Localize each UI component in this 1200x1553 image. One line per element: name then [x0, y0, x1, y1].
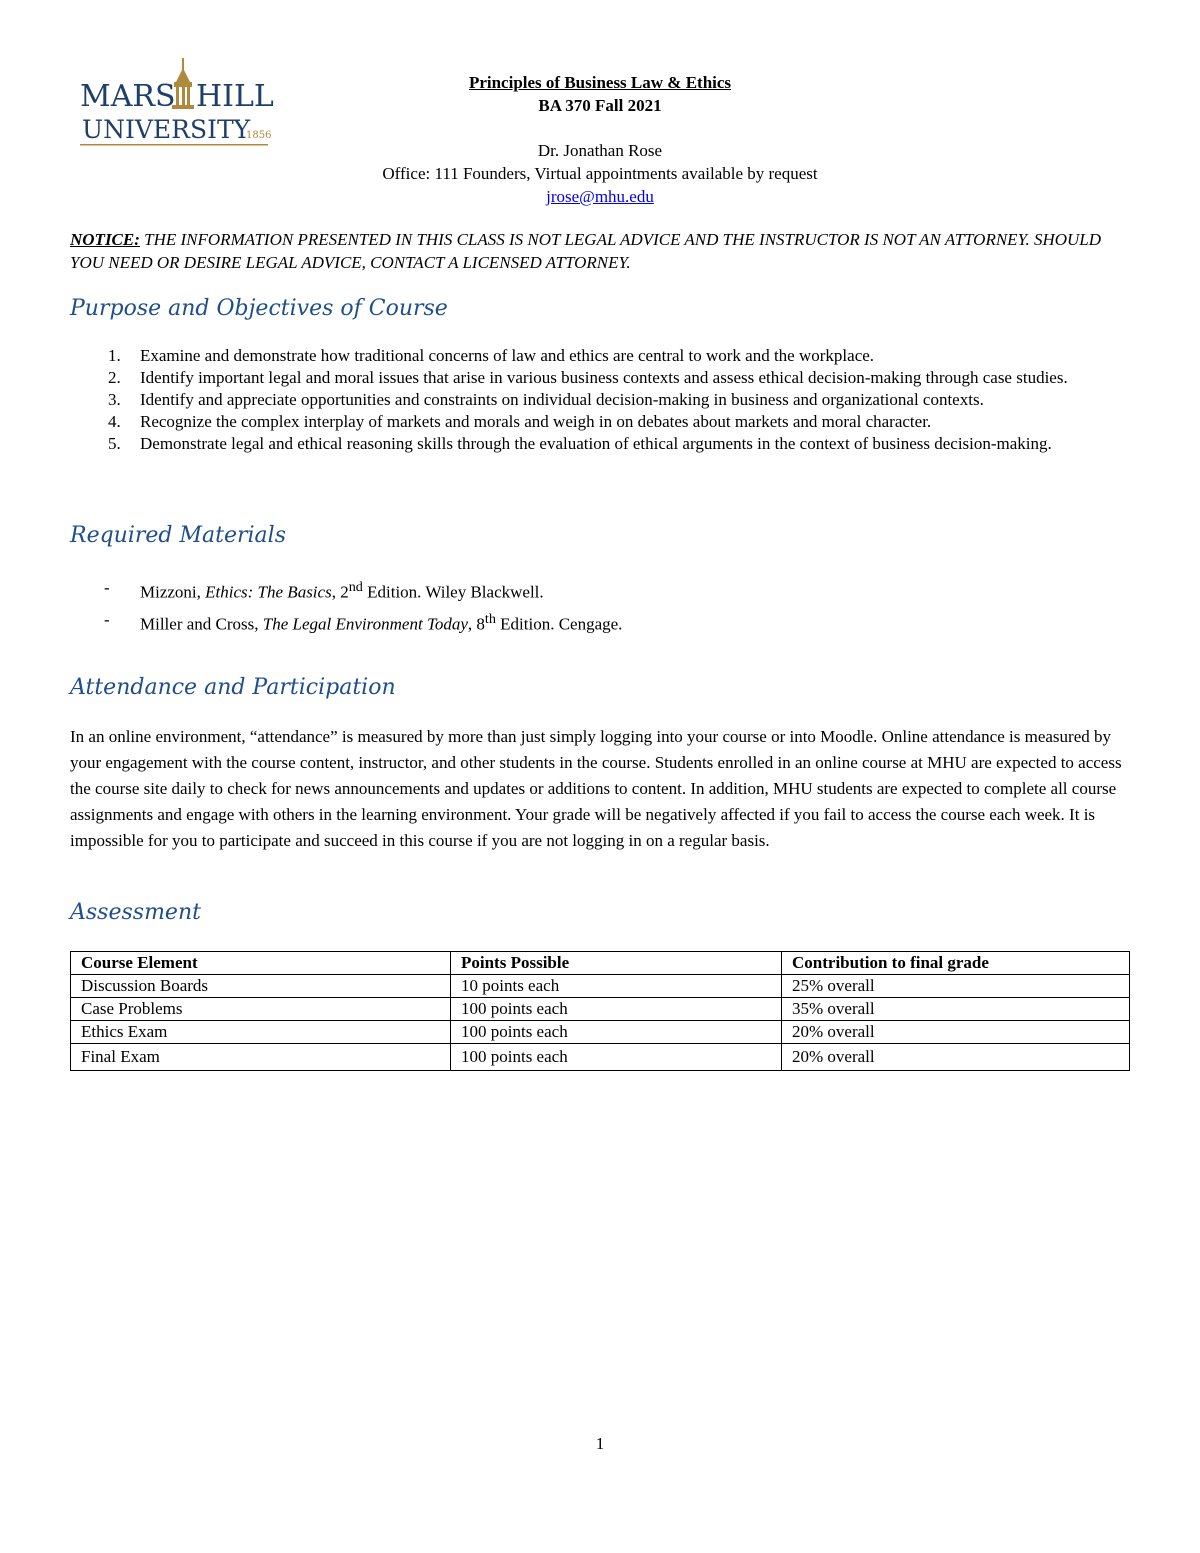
list-item: 2. Identify important legal and moral issues that arise in various business contexts and assess ethical decision-making through case studies. — [108, 368, 1068, 387]
list-item: 5. Demonstrate legal and ethical reasoning skills through the evaluation of ethical arguments in the context of business decision-making. — [108, 434, 1052, 453]
table-cell: Case Problems — [71, 998, 451, 1021]
table-cell: 100 points each — [451, 998, 782, 1021]
email-link[interactable]: jrose@mhu.edu — [546, 187, 654, 206]
university-logo — [78, 56, 274, 152]
table-row — [71, 975, 1130, 998]
svg-text:UNIVERSITY: UNIVERSITY — [82, 115, 251, 144]
instructor-name: Dr. Jonathan Rose — [537, 141, 663, 160]
table-cell: Final Exam — [71, 1044, 451, 1071]
svg-text:MARS: MARS — [80, 79, 176, 114]
table-row — [71, 1044, 1130, 1071]
page-number: 1 — [595, 1434, 605, 1453]
table-cell: 35% overall — [782, 998, 1130, 1021]
table-cell: Ethics Exam — [71, 1021, 451, 1044]
section-heading-assessment: Assessment — [70, 900, 201, 925]
notice-text: THE INFORMATION PRESENTED IN THIS CLASS IS NOT LEGAL ADVICE AND THE INSTRUCTOR IS NOT AN ATTORNEY. SHOULD YOU NEED OR DESIRE LEGAL ADVICE, CONTACT A LICENSED ATTORNEY. — [70, 230, 1102, 272]
section-heading-materials: Required Materials — [70, 523, 286, 548]
table-header-row — [71, 952, 1130, 975]
table-cell: 100 points each — [451, 1044, 782, 1071]
table-cell: 20% overall — [782, 1044, 1130, 1071]
table-row — [71, 1021, 1130, 1044]
table-header-cell: Points Possible — [451, 952, 782, 975]
svg-text:HILL: HILL — [196, 79, 274, 114]
list-item: - Miller and Cross, The Legal Environment Today, 8th Edition. Cengage. — [104, 609, 623, 634]
table-header-cell: Contribution to final grade — [782, 952, 1130, 975]
legal-notice — [70, 228, 1130, 274]
table-cell: Discussion Boards — [71, 975, 451, 998]
section-heading-purpose: Purpose and Objectives of Course — [70, 296, 448, 321]
course-code: BA 370 Fall 2021 — [538, 96, 662, 115]
course-title: Principles of Business Law & Ethics — [468, 73, 732, 92]
list-item: 4. Recognize the complex interplay of markets and morals and weigh in on debates about markets and moral character. — [108, 412, 932, 431]
table-row — [71, 998, 1130, 1021]
table-cell: 10 points each — [451, 975, 782, 998]
office-info: Office: 111 Founders, Virtual appointments available by request — [382, 164, 818, 183]
section-heading-attendance: Attendance and Participation — [70, 675, 396, 700]
course-header — [300, 71, 900, 117]
svg-text:1856: 1856 — [246, 130, 272, 141]
instructor-info — [300, 139, 900, 208]
table-cell: 100 points each — [451, 1021, 782, 1044]
objectives-list — [70, 345, 1130, 455]
table-cell: 25% overall — [782, 975, 1130, 998]
list-item: 1. Examine and demonstrate how traditional concerns of law and ethics are central to work and the workplace. — [108, 346, 875, 365]
list-item: 3. Identify and appreciate opportunities and constraints on individual decision-making in business and organizational contexts. — [108, 390, 984, 409]
assessment-table — [70, 951, 1130, 1071]
table-header-cell: Course Element — [71, 952, 451, 975]
notice-label: NOTICE: — [70, 230, 140, 249]
table-cell: 20% overall — [782, 1021, 1130, 1044]
attendance-paragraph: In an online environment, “attendance” is measured by more than just simply logging into your course or into Moodle. Online attendance is measured by your engagement with the course content, instructor, and other students in the course. Students enrolled in an online course at MHU are expected to access the course site daily to check for news announcements and updates or additions to content. In addition, MHU students are expected to complete all course assignments and engage with others in the learning environment. Your grade will be negatively affected if you fail to access the course each week. It is impossible for you to participate and succeed in this course if you are not logging in on a regular basis. — [70, 727, 1122, 850]
materials-list — [70, 574, 622, 637]
list-item: - Mizzoni, Ethics: The Basics, 2nd Edition. Wiley Blackwell. — [104, 578, 544, 602]
